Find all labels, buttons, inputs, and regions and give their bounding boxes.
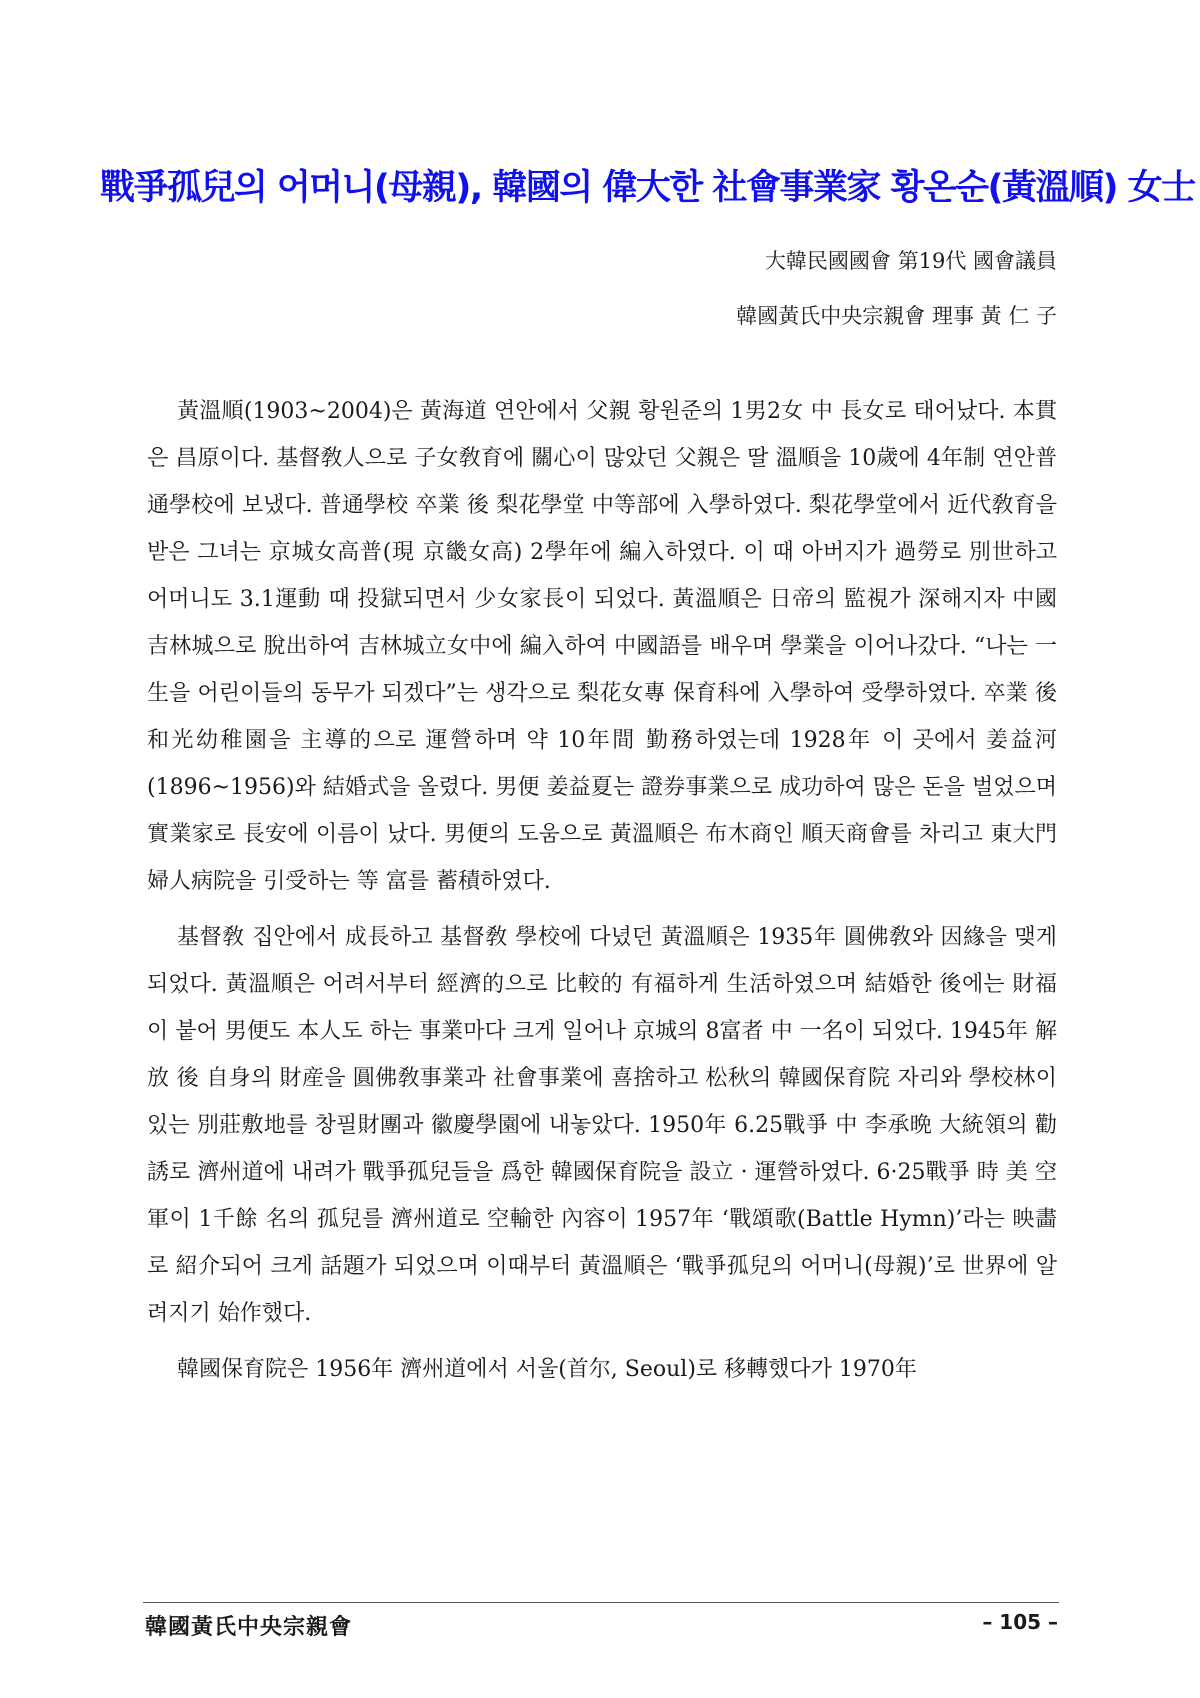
author-name: 韓國黃氏中央宗親會 理事 黃 仁 子 — [736, 304, 1057, 328]
paragraph-3: 韓國保育院은 1956年 濟州道에서 서울(首尔, Seoul)로 移轉했다가 1970年 — [177, 1357, 917, 1382]
article-title: 戰爭孤兒의 어머니(母親), 韓國의 偉大한 社會事業家 황온순(黃溫順) 女士 — [100, 168, 1195, 208]
author-position: 大韓民國國會 第19代 國會議員 — [764, 249, 1057, 273]
footer-divider — [143, 1602, 1059, 1603]
page-number: – 105 – — [982, 1610, 1058, 1634]
paragraph-2: 基督敎 집안에서 成長하고 基督敎 學校에 다녔던 黃溫順은 1935年 圓佛敎와 因緣을 맺게 되었다. 黃溫順은 어려서부터 經濟的으로 比較的 有福하게 生活하였으며 結婚한 後에는 財福이 붙어 男便도 本人도 하는 事業마다 크게 일어나 京城의 8富者 中 一名이 되었다. 1945年 解放 後 自身의 財産을 圓佛敎事業과 社會事業에 喜捨하고 松秋의 韓國保育院 자리와 學校林이 있는 別莊敷地를 창필財團과 徽慶學園에 내놓았다. 1950年 6.25戰爭 中 李承晩 大統領의 勸誘로 濟州道에 내려가 戰爭孤兒들을 爲한 韓國保育院을 設立 · 運營하였다. 6·25戰爭 時 美 空軍이 1千餘 名의 孤兒를 濟州道로 空輸한 內容이 1957年 ‘戰頌歌(Battle Hymn)’라는 映畵로 紹介되어 크게 話題가 되었으며 이때부터 黃溫順은 ‘戰爭孤兒의 어머니(母親)’로 世界에 알려지기 始作했다. — [147, 925, 1057, 1326]
footer-organization: 韓國黃氏中央宗親會 — [145, 1614, 353, 1640]
paragraph-1: 黃溫順(1903~2004)은 黃海道 연안에서 父親 황원준의 1男2女 中 長女로 태어났다. 本貫은 昌原이다. 基督敎人으로 子女敎育에 關心이 많았던 父親은 딸 溫順을 10歲에 4年制 연안普通學校에 보냈다. 普通學校 卒業 後 梨花學堂 中等部에 入學하였다. 梨花學堂에서 近代敎育을 받은 그녀는 京城女高普(現 京畿女高) 2學年에 編入하였다. 이 때 아버지가 過勞로 別世하고 어머니도 3.1運動 때 投獄되면서 少女家長이 되었다. 黃溫順은 日帝의 監視가 深해지자 中國 吉林城으로 脫出하여 吉林城立女中에 編入하여 中國語를 배우며 學業을 이어나갔다. “나는 一生을 어린이들의 동무가 되겠다”는 생각으로 梨花女專 保育科에 入學하여 受學하였다. 卒業 後 和光幼稚園을 主導的으로 運營하며 약 10年間 勤務하였는데 1928年 이 곳에서 姜益河(1896~1956)와 結婚式을 올렸다. 男便 姜益夏는 證券事業으로 成功하여 많은 돈을 벌었으며 實業家로 長安에 이름이 났다. 男便의 도움으로 黃溫順은 布木商인 順天商會를 차리고 東大門婦人病院을 引受하는 等 富를 蓄積하였다. — [147, 399, 1057, 894]
article-body — [147, 388, 1057, 1393]
